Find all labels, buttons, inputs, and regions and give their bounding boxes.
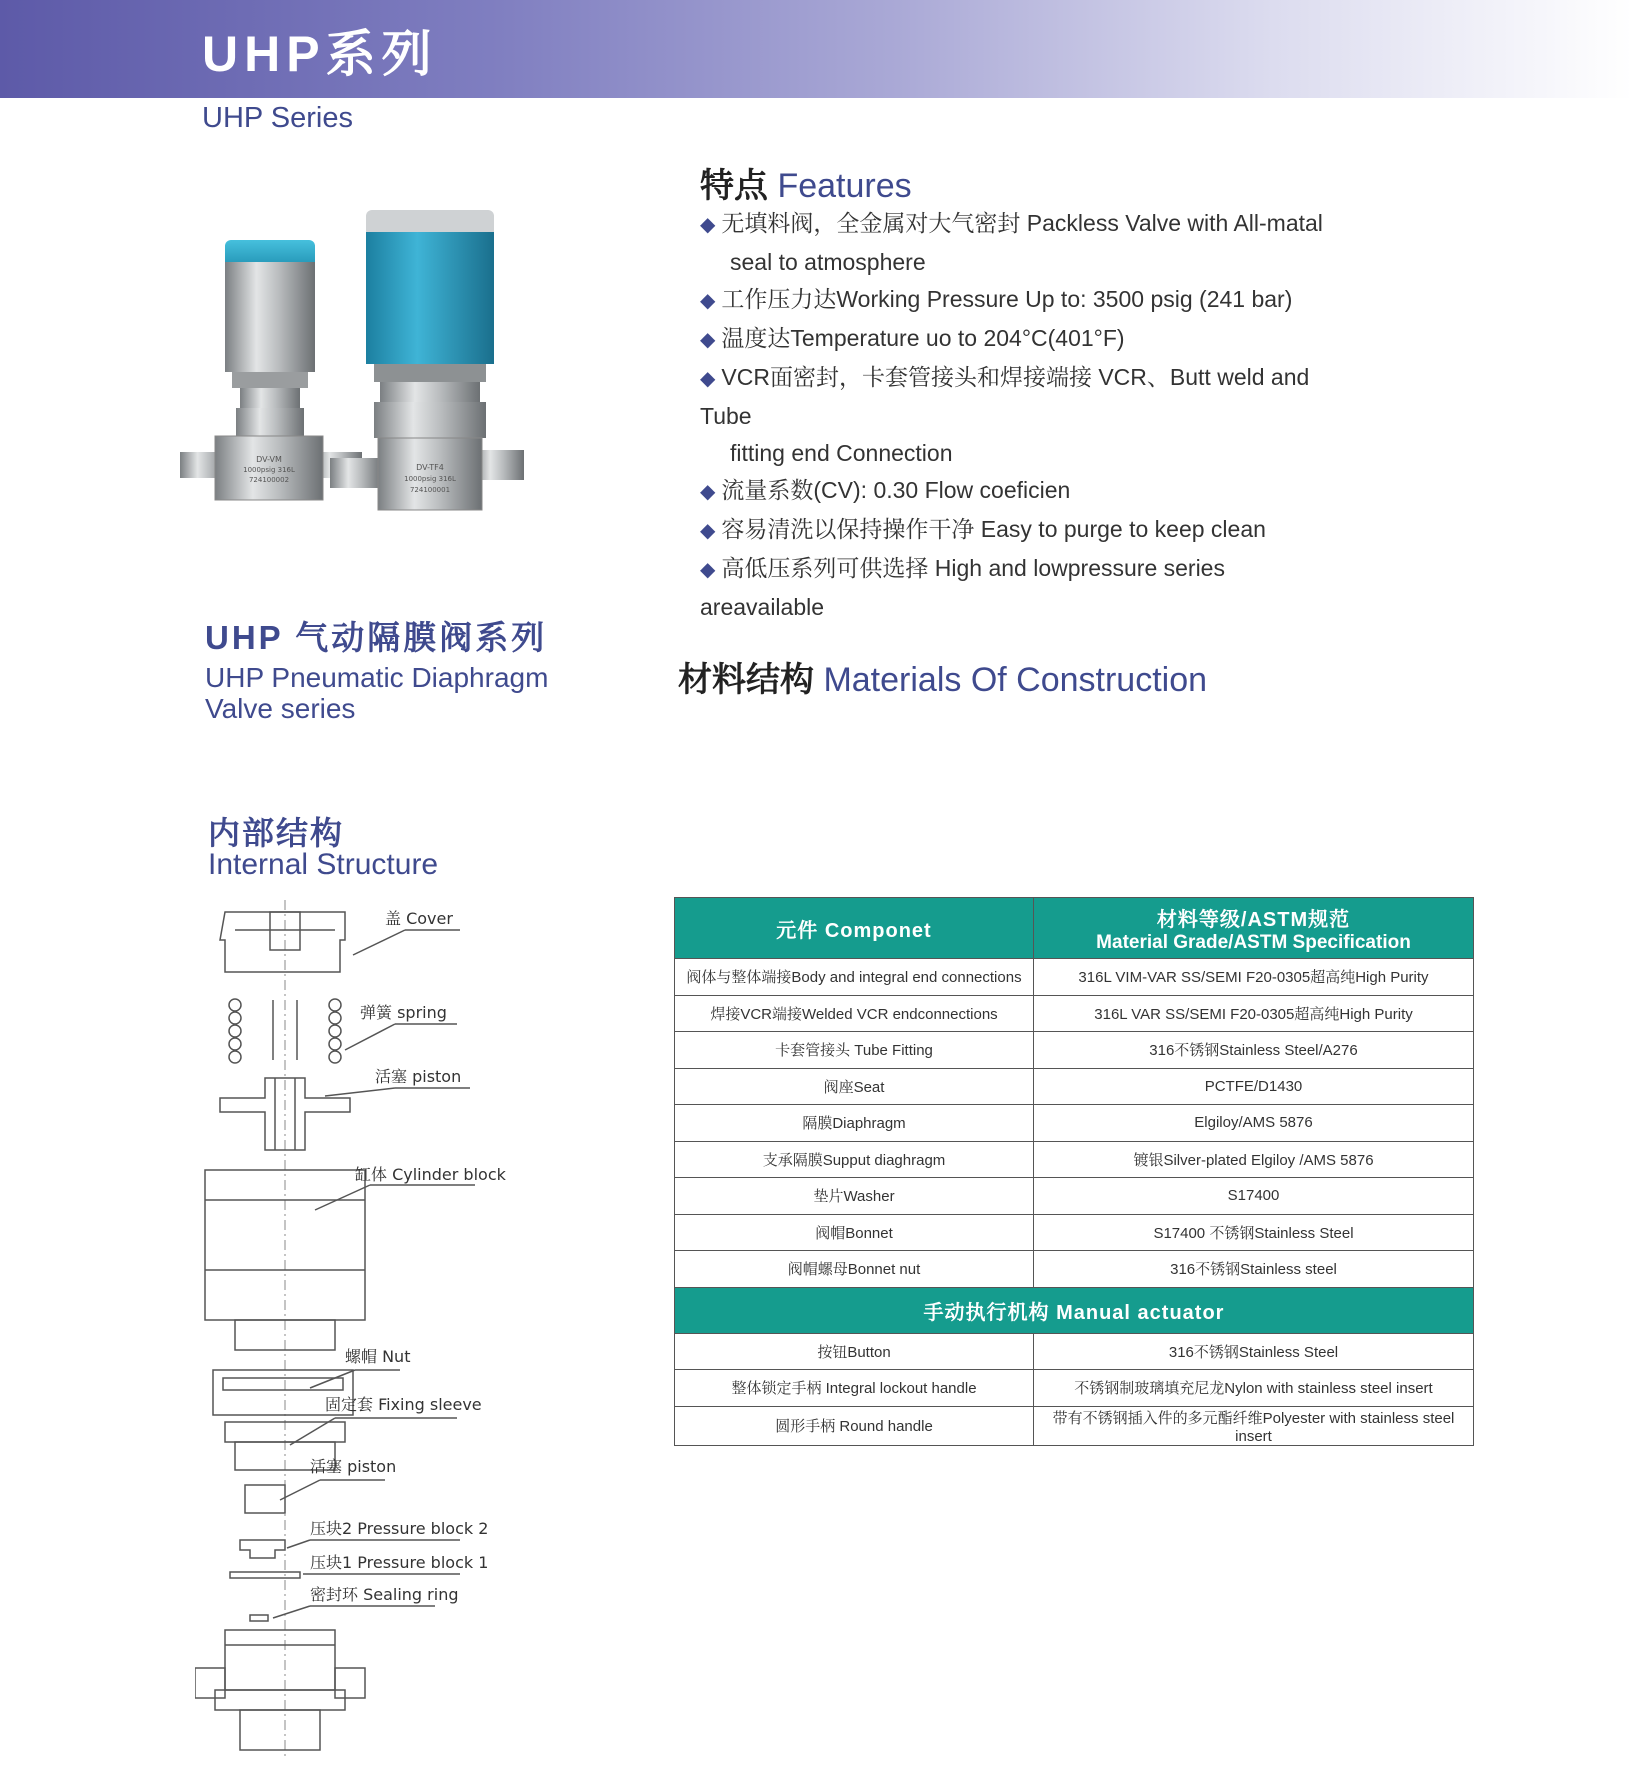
label-fixing-sleeve: 固定套 Fixing sleeve: [325, 1395, 482, 1414]
part-piston-2: [245, 1457, 396, 1513]
pneumatic-title-en: UHP Pneumatic Diaphragm Valve series: [205, 662, 549, 724]
table-row: 阀帽Bonnet S17400 不锈钢Stainless Steel: [675, 1214, 1474, 1251]
materials-table: [674, 897, 1474, 1446]
table-section-row: [675, 1287, 1474, 1333]
internal-structure-diagram: [195, 900, 555, 1760]
diamond-bullet-icon: ◆: [700, 481, 716, 503]
col-header-material: 材料等级/ASTM规范 Material Grade/ASTM Specification: [1034, 898, 1474, 959]
part-spring: [229, 999, 457, 1063]
table-row: 支承隔膜Supput diaghragm 镀银Silver-plated Elgiloy /AMS 5876: [675, 1141, 1474, 1178]
page-title-cn: UHP系列: [202, 26, 438, 82]
label-pressure-block-1: 压块1 Pressure block 1: [310, 1553, 489, 1572]
features-heading-cn: 特点: [700, 167, 768, 205]
valve-2-marking-2: 1000psig 316L: [404, 475, 456, 483]
table-row: 圆形手柄 Round handle 带有不锈钢插入件的多元酯纤维Polyester with stainless steel insert: [675, 1406, 1474, 1445]
diamond-bullet-icon: ◆: [700, 368, 716, 390]
pneumatic-title-cn: UHP 气动隔膜阀系列: [205, 619, 548, 656]
table-row: 阀座Seat PCTFE/D1430: [675, 1068, 1474, 1105]
table-row: 按钮Button 316不锈钢Stainless Steel: [675, 1333, 1474, 1370]
feature-item: ◆ 无填料阀，全金属对大气密封 Packless Valve with All-matal seal to atmosphere: [700, 210, 1323, 275]
valve-1-marking-3: 724100002: [248, 476, 290, 484]
feature-item: ◆ 温度达Temperature uo to 204°C(401°F): [700, 325, 1125, 351]
part-cover: [220, 909, 460, 972]
label-sealing-ring: 密封环 Sealing ring: [310, 1585, 459, 1604]
diamond-bullet-icon: ◆: [700, 520, 716, 542]
label-cover: 盖 Cover: [385, 909, 453, 928]
product-photo: [170, 200, 610, 580]
table-row: 卡套管接头 Tube Fitting 316不锈钢Stainless Steel/A276: [675, 1032, 1474, 1069]
diamond-bullet-icon: ◆: [700, 214, 716, 236]
part-pressure-block-1: [230, 1553, 488, 1578]
diamond-bullet-icon: ◆: [700, 329, 716, 351]
table-row: 隔膜Diaphragm Elgiloy/AMS 5876: [675, 1105, 1474, 1142]
col-header-component: 元件 Componet: [675, 898, 1034, 959]
diamond-bullet-icon: ◆: [700, 559, 716, 581]
table-row: 阀帽螺母Bonnet nut 316不锈钢Stainless steel: [675, 1251, 1474, 1288]
valve-2-marking-3: 724100001: [409, 486, 451, 494]
page-title-en: UHP Series: [202, 102, 353, 134]
features-heading-en: Features: [777, 167, 912, 205]
materials-heading: [678, 652, 1207, 701]
label-pressure-block-2: 压块2 Pressure block 2: [310, 1519, 489, 1538]
feature-item: ◆ VCR面密封，卡套管接头和焊接端接 VCR、Butt weld and Tube fitting end Connection: [700, 364, 1310, 466]
diamond-bullet-icon: ◆: [700, 290, 716, 312]
part-valve-body: [195, 1630, 365, 1750]
table-row: 焊接VCR端接Welded VCR endconnections 316L VAR SS/SEMI F20-0305超高纯High Purity: [675, 995, 1474, 1032]
valve-1-marking-2: 1000psig 316L: [243, 466, 295, 474]
valve-2-marking-1: DV-TF4: [416, 463, 444, 472]
feature-item: ◆ 流量系数(CV): 0.30 Flow coeficien: [700, 477, 1071, 503]
table-row: 垫片Washer S17400: [675, 1178, 1474, 1215]
label-piston-2: 活塞 piston: [310, 1457, 397, 1476]
materials-heading-cn: 材料结构: [678, 661, 814, 699]
part-piston-1: [220, 1067, 470, 1150]
table-header-row: [675, 898, 1474, 959]
internal-title-cn: 内部结构: [208, 815, 345, 851]
label-spring: 弹簧 spring: [360, 1003, 447, 1022]
internal-title-en: Internal Structure: [208, 848, 439, 881]
table-row: 整体锁定手柄 Integral lockout handle 不锈钢制玻璃填充尼龙Nylon with stainless steel insert: [675, 1370, 1474, 1407]
materials-heading-en: Materials Of Construction: [823, 661, 1208, 699]
feature-item: ◆ 高低压系列可供选择 High and lowpressure series areavailable: [700, 555, 1225, 620]
features-list: [700, 205, 1340, 626]
features-heading: [700, 158, 912, 207]
valve-2: [330, 210, 524, 510]
part-cylinder-block: [205, 1165, 507, 1350]
manual-actuator-section: 手动执行机构 Manual actuator: [675, 1287, 1474, 1333]
feature-item: ◆ 容易清洗以保持操作干净 Easy to purge to keep clean: [700, 516, 1266, 542]
valve-1-marking-1: DV-VM: [256, 455, 282, 464]
feature-item: ◆ 工作压力达Working Pressure Up to: 3500 psig (241 bar): [700, 286, 1293, 312]
part-sealing-ring: [250, 1585, 459, 1621]
table-row: 阀体与整体端接Body and integral end connections 316L VIM-VAR SS/SEMI F20-0305超高纯High Purity: [675, 959, 1474, 996]
label-piston-1: 活塞 piston: [375, 1067, 462, 1086]
label-nut: 螺帽 Nut: [345, 1347, 411, 1366]
label-cylinder-block: 缸体 Cylinder block: [355, 1165, 506, 1184]
